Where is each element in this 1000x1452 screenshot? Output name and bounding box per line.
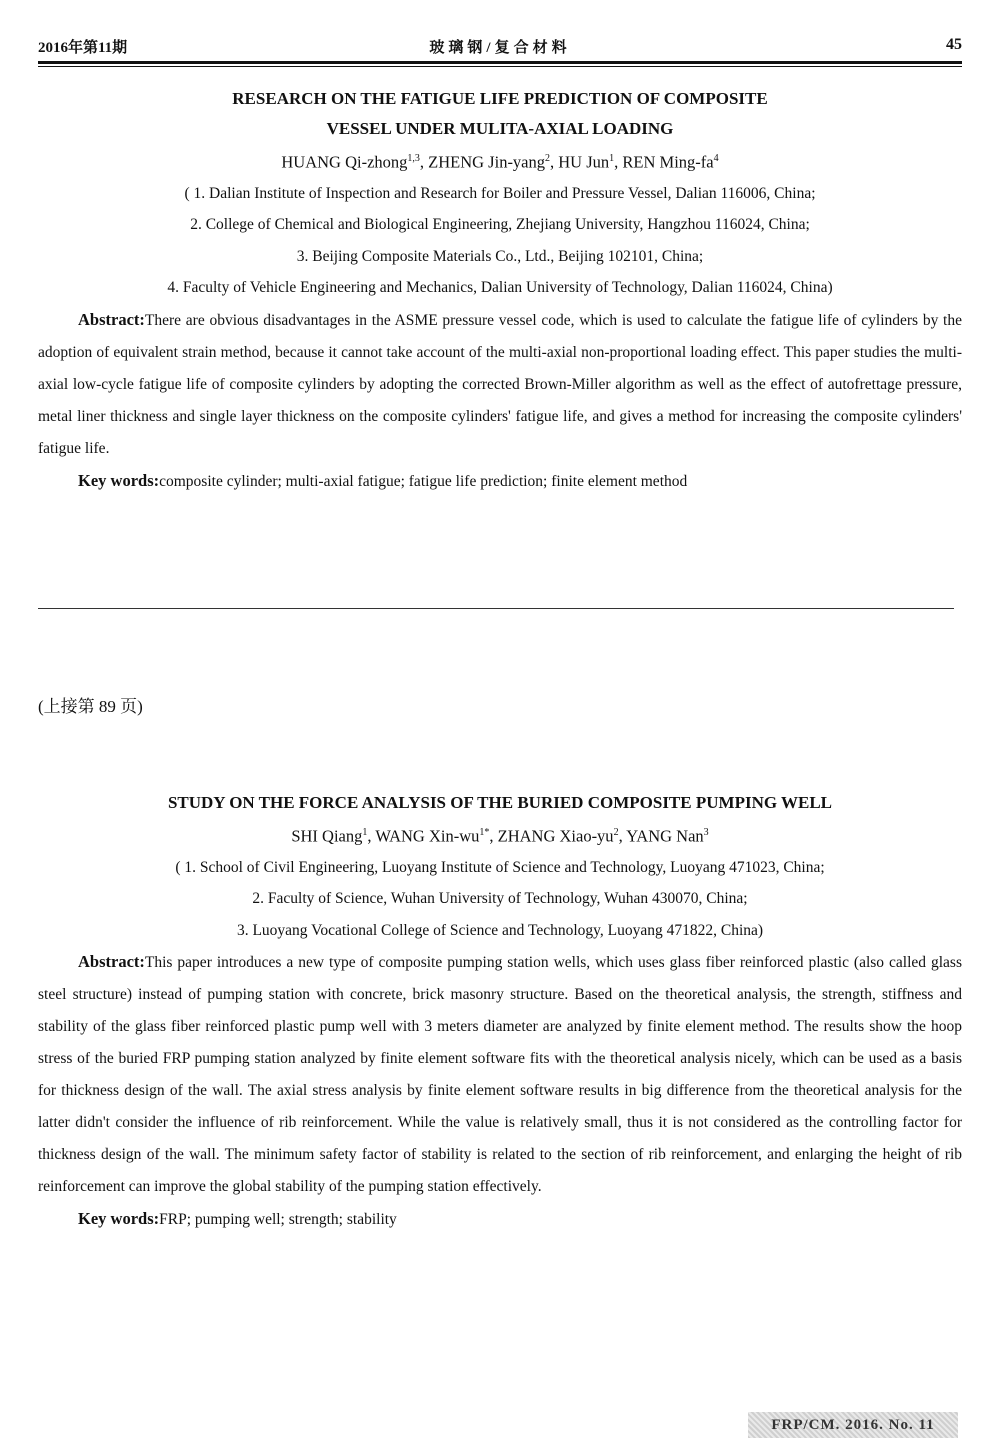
affiliation: 3. Luoyang Vocational College of Science and Technology, Luoyang 471822, China) <box>236 921 764 939</box>
keywords-label: Key words: <box>78 1209 160 1228</box>
author-name: WANG Xin-wu <box>375 826 480 846</box>
article-2-authors: SHI Qiang$^1$, WANG Xin-$wu^{1*}$, ZHANG Xiao-$yu^2$, YANG Nan$^3$ <box>291 826 709 846</box>
author-affiliation-mark: 1,3 <box>407 153 420 164</box>
affiliation: ( 1. Dalian Institute of Inspection and Research for Boiler and Pressure Vessel, Dalian 116006, China; <box>184 184 816 202</box>
continuation-note: (上接第 89 页) <box>38 697 143 716</box>
article-2 <box>38 788 962 1236</box>
author-name: ZHANG Xiao-yu <box>497 826 614 846</box>
abstract-label: Abstract: <box>78 309 145 329</box>
author-name: SHI Qiang <box>291 826 363 846</box>
article-1-keywords <box>38 465 962 498</box>
article-1-authors: HUANG Qi-zhong$^{1,3}$, ZHENG Jin-yang$^2$, HU Jun$^1$, REN Ming-$fa^4$ <box>281 152 719 172</box>
article-2-abstract <box>38 946 962 1203</box>
author-affiliation-mark: 2 <box>545 153 551 164</box>
header-rule <box>38 61 962 64</box>
article-1-abstract <box>38 304 962 465</box>
affiliation: 2. College of Chemical and Biological Engineering, Zhejiang University, Hangzhou 116024, China; <box>190 216 810 233</box>
author-name: HU Jun <box>558 152 610 172</box>
abstract-label: Abstract: <box>78 952 145 971</box>
keywords-text: FRP; pumping well; strength; stability <box>159 1211 397 1228</box>
article-1-title-line1: RESEARCH ON THE FATIGUE LIFE PREDICTION OF COMPOSITE <box>232 89 768 108</box>
abstract-text: This paper introduces a new type of composite pumping station wells, which uses glass fiber reinforced plastic (also called glass steel structure) instead of pumping station with concrete, brick masonry structure. Based on the theoretical analysis, the strength, stiffness and stability of the glass fiber reinforced plastic pump well with 3 meters diameter are analyzed by finite element method. The results show the hoop stress of the buried FRP pumping station analyzed by finite element software fits with the theoretical analysis nicely, which can be used as a basis for thickness design of the wall. The axial stress analysis by finite element software results in big difference from the theoretical analysis for the latter didn't consider the influence of rib reinforcement. While the value is relatively small, thus it is not considered as the controlling factor for thickness design of the wall. The minimum safety factor of stability is related to the section of rib reinforcement, and enlarging the height of rib reinforcement can improve the global stability of the pumping station effectively. <box>38 954 962 1195</box>
footer-journal-badge: FRP/CM. 2016. No. 11 <box>748 1412 958 1438</box>
article-separator <box>38 608 954 609</box>
article-2-title: STUDY ON THE FORCE ANALYSIS OF THE BURIED COMPOSITE PUMPING WELL <box>167 793 833 812</box>
author-affiliation-mark: 1* <box>479 827 490 838</box>
author-affiliation-mark: 2 <box>613 827 619 838</box>
author-affiliation-mark: 1 <box>609 153 615 164</box>
affiliation: 3. Beijing Composite Materials Co., Ltd., Beijing 102101, China; <box>296 247 704 265</box>
author-affiliation-mark: 4 <box>713 153 719 164</box>
author-name: HUANG Qi-zhong <box>281 152 408 172</box>
page-number: 45 <box>946 36 962 53</box>
article-2-keywords <box>38 1203 962 1236</box>
author-affiliation-mark: 1 <box>362 827 368 838</box>
issue-label: 2016年第11期 <box>38 40 128 56</box>
keywords-text: composite cylinder; multi-axial fatigue; fatigue life prediction; finite element method <box>159 472 688 490</box>
author-name: ZHENG Jin-yang <box>428 152 546 172</box>
journal-name: 玻璃钢/复合材料 <box>429 40 571 56</box>
author-affiliation-mark: 3 <box>703 827 709 838</box>
keywords-label: Key words: <box>78 470 160 490</box>
author-name: YANG Nan <box>626 826 704 846</box>
article-1-title-line2: VESSEL UNDER MULITA-AXIAL LOADING <box>326 119 674 138</box>
affiliation: ( 1. School of Civil Engineering, Luoyang Institute of Science and Technology, Luoyang 471023, China; <box>175 858 825 876</box>
abstract-text: There are obvious disadvantages in the ASME pressure vessel code, which is used to calculate the fatigue life of cylinders by the adoption of equivalent strain method, because it cannot take account of the multi-axial non-proportional loading effect. This paper studies the multi-axial low-cycle fatigue life of composite cylinders by adopting the corrected Brown-Miller algorithm as well as the effect of autofrettage pressure, metal liner thickness and single layer thickness on the composite cylinders' fatigue life, and gives a method for increasing the composite cylinders' fatigue life. <box>38 311 962 457</box>
affiliation: 4. Faculty of Vehicle Engineering and Mechanics, Dalian University of Technology, Dalian 116024, China) <box>167 279 833 296</box>
header-rule-thin <box>38 66 962 67</box>
article-1 <box>38 84 962 498</box>
author-name: REN Ming-fa <box>622 152 714 172</box>
page-header <box>38 36 962 60</box>
affiliation: 2. Faculty of Science, Wuhan University of Technology, Wuhan 430070, China; <box>252 890 748 907</box>
